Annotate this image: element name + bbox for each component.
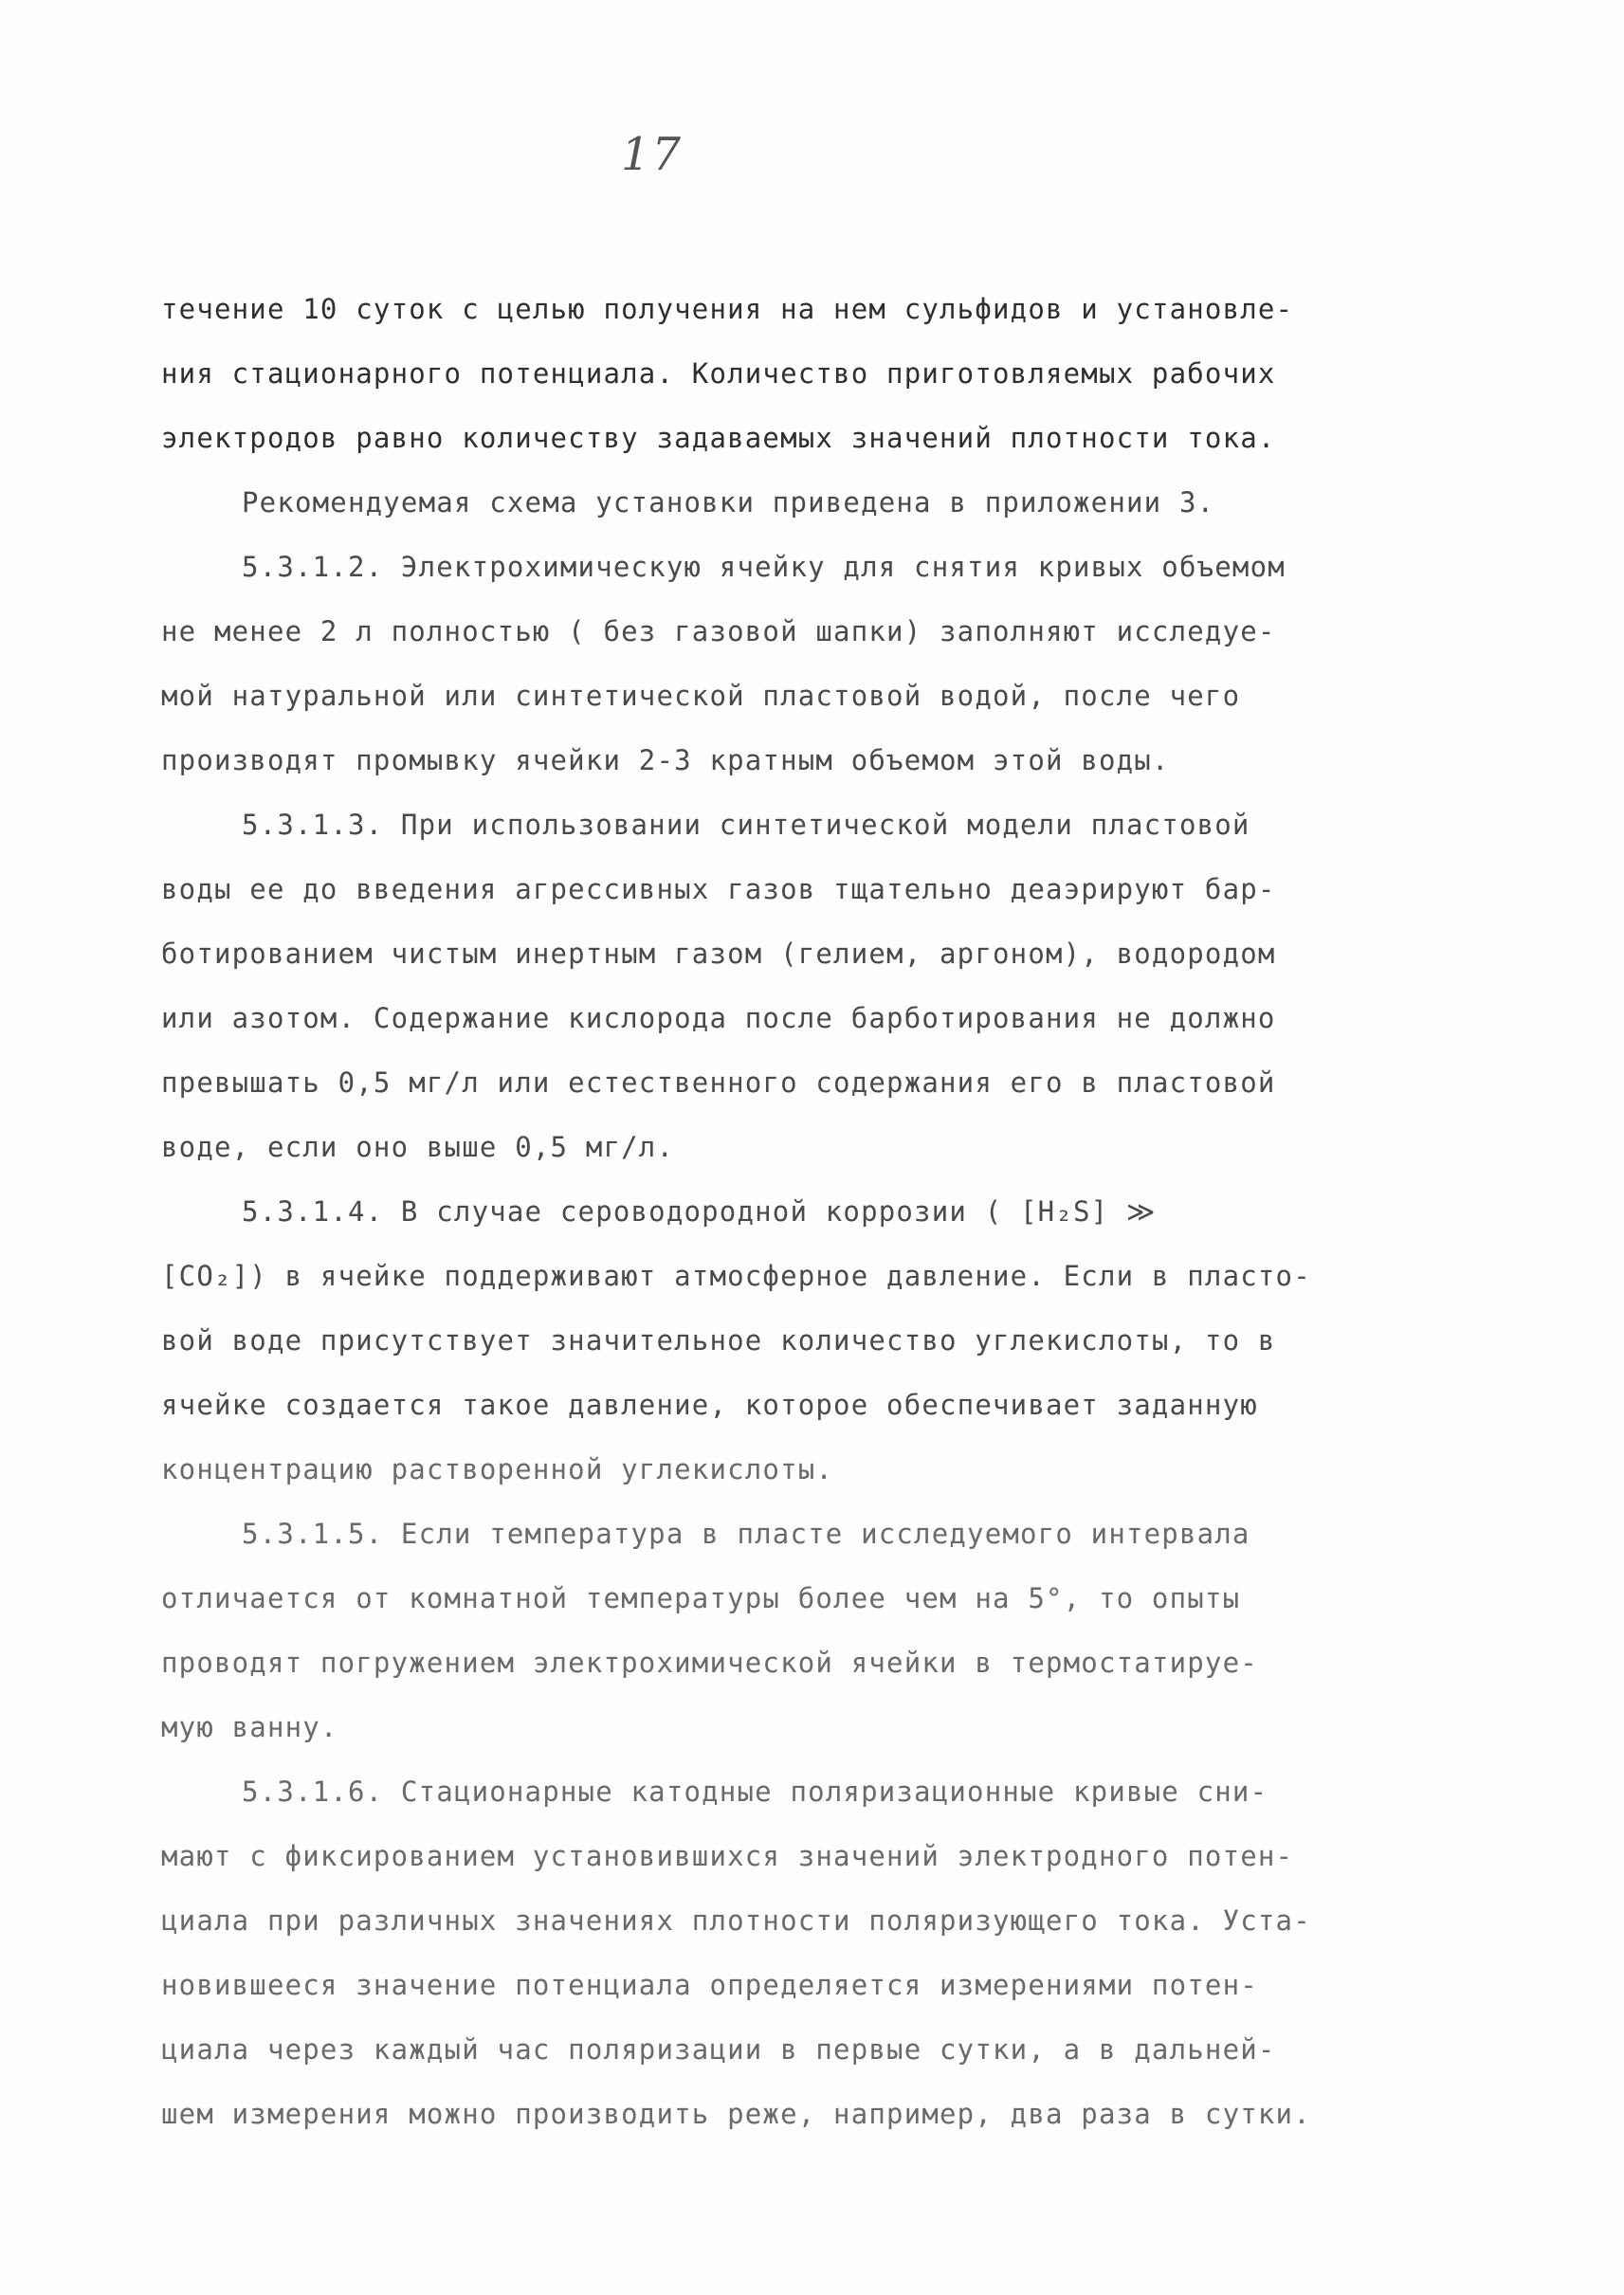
text-line: электродов равно количеству задаваемых значений плотности тока. (161, 422, 1276, 454)
text-line: ячейке создается такое давление, которое обеспечивает заданную (161, 1389, 1258, 1421)
text-line: мают с фиксированием установившихся значений электродного потен- (161, 1840, 1294, 1872)
text-line: новившееся значение потенциала определяется измерениями потен- (161, 1969, 1258, 2001)
text-line: 5.3.1.3. При использовании синтетической модели пластовой (242, 809, 1250, 841)
text-line: циала при различных значениях плотности поляризующего тока. Уста- (161, 1904, 1311, 1937)
text-line: Рекомендуемая схема установки приведена в приложении 3. (242, 486, 1215, 519)
text-line: ния стационарного потенциала. Количество приготовляемых рабочих (161, 357, 1276, 390)
body-text (161, 277, 1488, 2146)
text-line: воды ее до введения агрессивных газов тщательно деаэрируют бар- (161, 873, 1276, 905)
text-line: воде, если оно выше 0,5 мг/л. (161, 1131, 675, 1163)
text-line: 5.3.1.2. Электрохимическую ячейку для снятия кривых объемом (242, 551, 1286, 583)
page-number: 17 (621, 128, 684, 181)
text-line: циала через каждый час поляризации в первые сутки, а в дальней- (161, 2033, 1276, 2066)
text-line: 5.3.1.5. Если температура в пласте исследуемого интервала (242, 1518, 1250, 1550)
text-line: вой воде присутствует значительное количество углекислоты, то в (161, 1324, 1276, 1357)
text-line: мой натуральной или синтетической пластовой водой, после чего (161, 680, 1241, 712)
text-line: [CO₂]) в ячейке поддерживают атмосферное давление. Если в пласто- (161, 1260, 1311, 1292)
text-line: превышать 0,5 мг/л или естественного содержания его в пластовой (161, 1066, 1276, 1099)
text-line: шем измерения можно производить реже, например, два раза в сутки. (161, 2098, 1311, 2130)
text-line: ботированием чистым инертным газом (гелием, аргоном), водородом (161, 938, 1276, 970)
text-line: 5.3.1.6. Стационарные катодные поляризационные кривые сни- (242, 1776, 1268, 1808)
text-line: отличается от комнатной температуры более чем на 5°, то опыты (161, 1582, 1241, 1614)
text-line: или азотом. Содержание кислорода после барботирования не должно (161, 1002, 1276, 1034)
text-line: не менее 2 л полностью ( без газовой шапки) заполняют исследуе- (161, 615, 1276, 647)
text-line: проводят погружением электрохимической ячейки в термостатируе- (161, 1647, 1258, 1679)
text-line: 5.3.1.4. В случае сероводородной коррозии ( [H₂S] ≫ (242, 1195, 1157, 1228)
text-line: концентрацию растворенной углекислоты. (161, 1453, 834, 1485)
text-line: течение 10 суток с целью получения на нем сульфидов и установле- (161, 293, 1294, 325)
text-line: производят промывку ячейки 2-3 кратным объемом этой воды. (161, 744, 1170, 776)
text-line: мую ванну. (161, 1711, 338, 1743)
